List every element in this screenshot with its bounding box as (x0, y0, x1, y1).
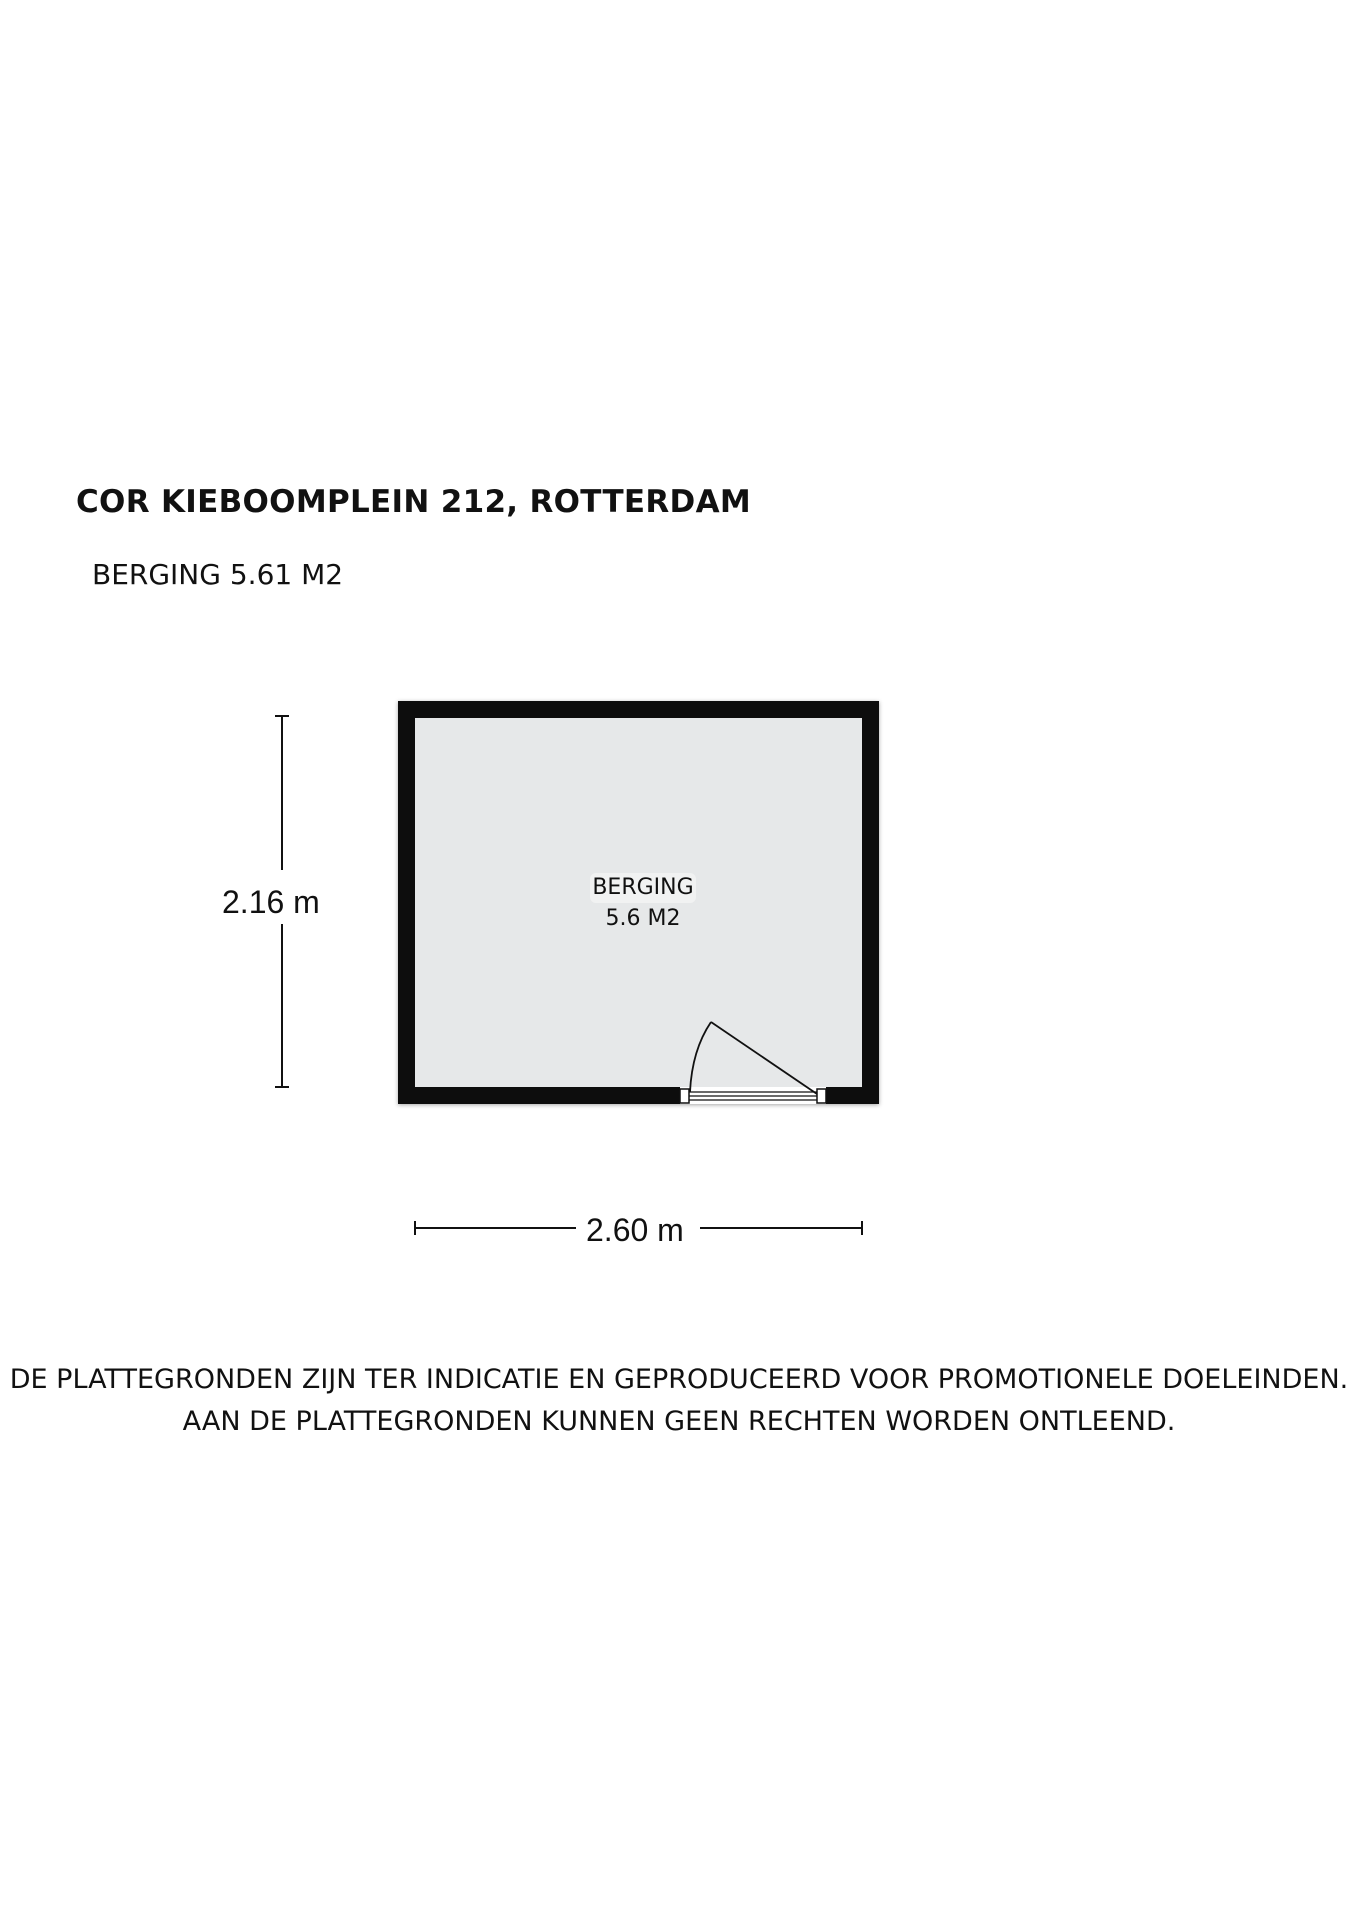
room-area: 5.6 M2 (605, 906, 681, 931)
room-name: BERGING (592, 875, 694, 900)
disclaimer-line-1: DE PLATTEGRONDEN ZIJN TER INDICATIE EN GEPRODUCEERD VOOR PROMOTIONELE DOELEINDEN. (9, 1364, 1349, 1395)
disclaimer-line-2: AAN DE PLATTEGRONDEN KUNNEN GEEN RECHTEN WORDEN ONTLEEND. (182, 1406, 1176, 1437)
page-title: COR KIEBOOMPLEIN 212, ROTTERDAM (76, 484, 752, 520)
width-dimension-label: 2.60 m (586, 1212, 684, 1248)
area-summary: BERGING 5.61 M2 (92, 558, 344, 591)
height-dimension-label: 2.16 m (222, 884, 320, 920)
